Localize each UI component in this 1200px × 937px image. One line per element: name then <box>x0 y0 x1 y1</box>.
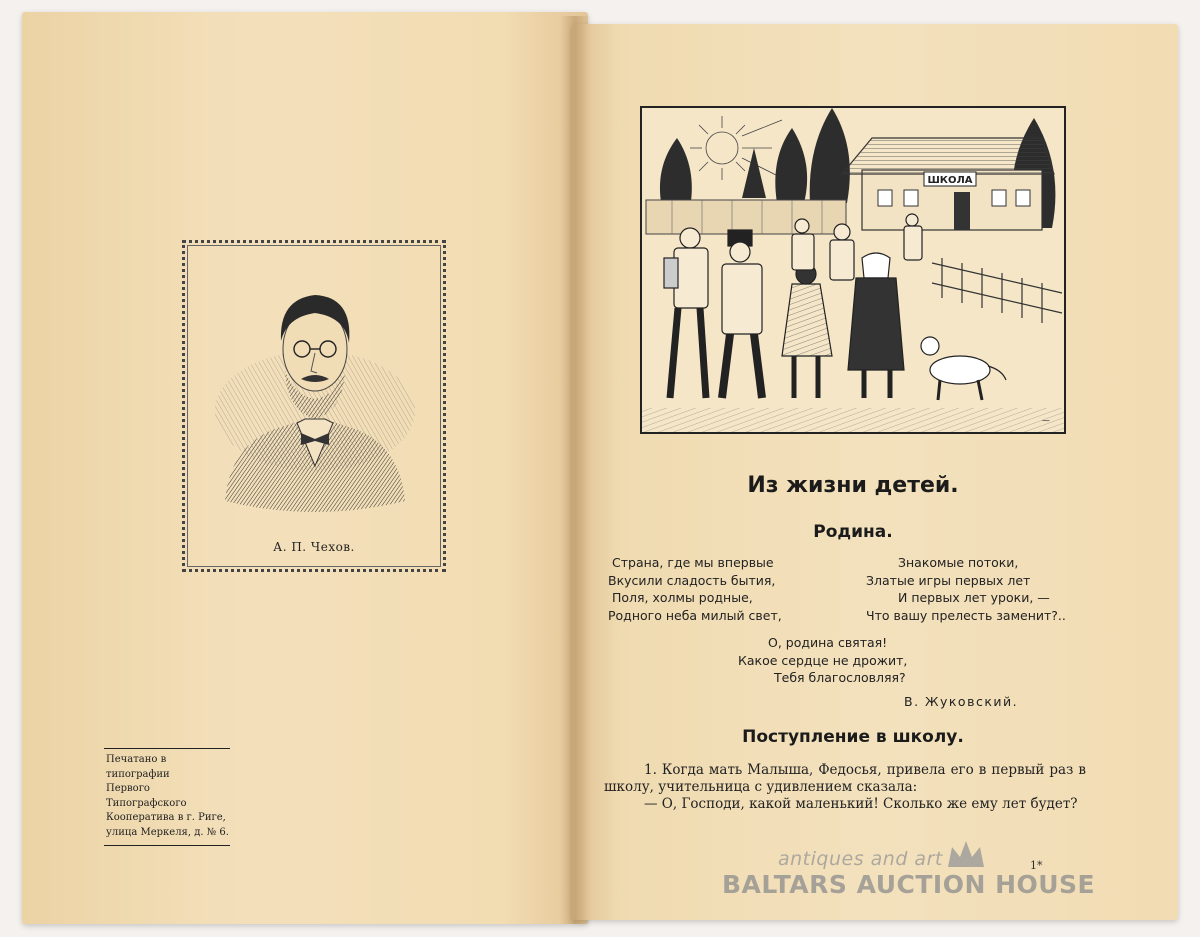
poem-line: Страна, где мы впервые <box>612 555 774 570</box>
poem-line: Знакомые потоки, <box>898 555 1019 570</box>
poem-left-column <box>608 554 782 624</box>
poem-author: В. Жуковский. <box>904 694 1019 709</box>
imprint-line: Кооператива в г. Риге, <box>106 812 226 823</box>
printer-imprint <box>104 748 230 846</box>
watermark-tagline: antiques and art <box>778 848 943 870</box>
imprint-line: улица Меркеля, д. № 6. <box>106 826 229 838</box>
poem-line: Какое сердце не дрожит, <box>738 652 908 668</box>
poem-line: Что вашу прелесть заменит?.. <box>866 607 1066 623</box>
watermark-brand: BALTARS AUCTION HOUSE <box>722 870 1096 899</box>
page-number: 1* <box>1030 859 1043 872</box>
poem-line: Златые игры первых лет <box>866 572 1031 588</box>
poem-line: Родного неба милый свет, <box>608 607 782 623</box>
school-sign: ШКОЛА <box>927 175 973 186</box>
poem-line: Вкусили сладость бытия, <box>608 572 776 588</box>
poem-right-column <box>866 554 1066 624</box>
portrait-frame <box>182 240 446 572</box>
poem-title: Родина. <box>813 522 893 542</box>
school-scene-engraving <box>642 108 1064 432</box>
imprint-line: Печатано в типографии <box>106 754 170 780</box>
artist-monogram: ⁓ <box>1042 416 1050 425</box>
poem-line: Тебя благословляя? <box>774 670 906 685</box>
section-title: Из жизни детей. <box>747 473 959 498</box>
crown-icon <box>946 839 986 869</box>
poem-line: Поля, холмы родные, <box>612 590 753 605</box>
story-body <box>604 762 1086 813</box>
poem-center-stanza <box>738 634 907 687</box>
story-paragraph: — О, Господи, какой маленький! Сколько же ему лет будет? <box>644 796 1078 812</box>
book-gutter <box>560 16 590 924</box>
story-title: Поступление в школу. <box>742 727 964 747</box>
sun-icon <box>690 116 782 180</box>
poem-line: О, родина святая! <box>768 635 888 650</box>
poem-line: И первых лет уроки, — <box>898 590 1050 605</box>
story-paragraph: 1. Когда мать Малыша, Федосья, привела его в первый раз в школу, учительница с удивлением сказала: <box>604 762 1086 795</box>
dog-figure <box>921 337 1006 400</box>
school-illustration <box>640 106 1066 434</box>
imprint-line: Первого Типографского <box>106 783 187 809</box>
portrait-caption: А. П. Чехов. <box>273 540 355 554</box>
chekhov-portrait-engraving <box>205 261 425 533</box>
